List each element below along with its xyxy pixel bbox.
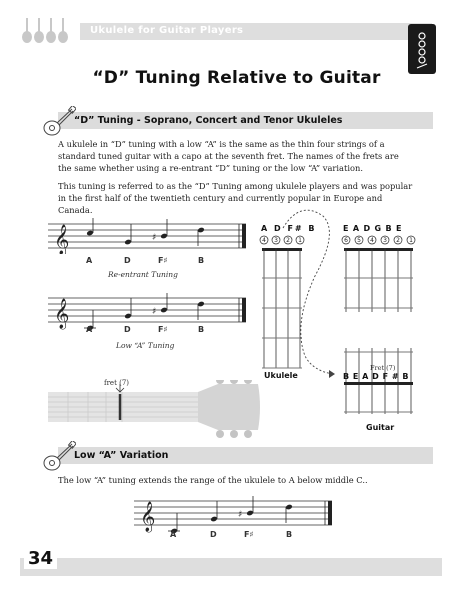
section-title: Low “A” Variation xyxy=(74,450,169,461)
note-label: B xyxy=(198,325,205,334)
circle-number: 3 xyxy=(383,237,387,244)
svg-text:♯: ♯ xyxy=(152,233,157,243)
string-names xyxy=(343,224,406,233)
note-label: F♯ xyxy=(158,325,168,334)
section-title: “D” Tuning - Soprano, Concert and Tenor Ukuleles xyxy=(74,115,343,126)
circle-number: 1 xyxy=(409,237,413,244)
note-label: D xyxy=(124,325,131,334)
header-title: Ukulele for Guitar Players xyxy=(90,25,244,36)
note-label: D xyxy=(210,530,217,539)
string-name: E xyxy=(352,372,363,381)
note-label: F♯ xyxy=(244,530,254,539)
chart-caption: Guitar xyxy=(366,423,395,432)
string-name: F# xyxy=(287,224,304,233)
circle-number: 6 xyxy=(344,237,348,244)
circle-number: 2 xyxy=(396,237,400,244)
music-staff xyxy=(48,292,248,342)
header-instrument-icons xyxy=(20,16,80,44)
staff-caption: Low “A” Tuning xyxy=(116,341,175,350)
svg-text:𝄞: 𝄞 xyxy=(54,225,70,254)
chapter-tab xyxy=(408,24,436,74)
music-staff xyxy=(48,218,248,258)
fret-caption: Fret (7) xyxy=(370,364,396,372)
note-label: D xyxy=(124,256,131,265)
page-title: “D” Tuning Relative to Guitar xyxy=(92,68,381,88)
string-name: E xyxy=(343,224,353,233)
string-name: B xyxy=(308,224,317,233)
dotted-arrow xyxy=(275,206,345,390)
note-label: F♯ xyxy=(158,256,168,265)
string-name: B xyxy=(385,224,396,233)
string-name: B xyxy=(343,372,353,381)
circle-number: 3 xyxy=(274,237,278,244)
paragraph: A ukulele in “D” tuning with a low “A” is the same as the thin four strings of a standard tuned guitar with a capo at the seventh fret. The names of the frets are the same whether using a re-entrant “D” tuning or the low “A” variation. xyxy=(58,139,399,173)
circle-number: 1 xyxy=(298,237,302,244)
paragraph: The low “A” tuning extends the range of the ukulele to A below middle C.. xyxy=(58,475,368,485)
note-label: B xyxy=(286,530,293,539)
guitar-fretboard-bottom xyxy=(340,348,420,422)
string-name: A xyxy=(362,372,373,381)
ukulele-icon xyxy=(42,106,76,142)
note-label: A xyxy=(86,325,93,334)
fret-caption: fret (7) xyxy=(104,379,130,387)
string-name: G xyxy=(374,224,386,233)
note-label: A xyxy=(170,530,177,539)
svg-text:♯: ♯ xyxy=(238,510,243,520)
string-name: D xyxy=(363,224,375,233)
circle-number: 5 xyxy=(357,237,361,244)
string-name: A xyxy=(352,224,364,233)
chart-caption: Ukulele xyxy=(264,371,298,380)
string-name: D xyxy=(274,224,283,233)
svg-text:𝄞: 𝄞 xyxy=(54,299,70,329)
page-number: 34 xyxy=(24,548,57,569)
string-name: A xyxy=(261,224,270,233)
footer-bar xyxy=(20,558,442,576)
string-name: D xyxy=(372,372,383,381)
note-label: B xyxy=(198,256,205,265)
string-name: F# xyxy=(382,372,403,381)
string-name: B xyxy=(402,372,413,381)
circle-number: 2 xyxy=(286,237,290,244)
note-label: A xyxy=(86,256,93,265)
circle-number: 4 xyxy=(262,237,266,244)
svg-text:𝄞: 𝄞 xyxy=(140,502,156,532)
svg-text:♯: ♯ xyxy=(152,307,157,317)
paragraph: This tuning is referred to as the “D” Tuning among ukulele players and was popular in the first half of the twentieth century and currently popular in Europe and Canada. xyxy=(58,181,413,215)
circle-number: 4 xyxy=(370,237,374,244)
guitar-fretboard-top xyxy=(340,234,420,318)
guitar-neck-illustration xyxy=(48,380,263,444)
ukulele-icon xyxy=(42,441,76,477)
music-staff xyxy=(134,495,334,545)
string-name: E xyxy=(395,224,406,233)
staff-caption: Re-entrant Tuning xyxy=(108,270,178,279)
